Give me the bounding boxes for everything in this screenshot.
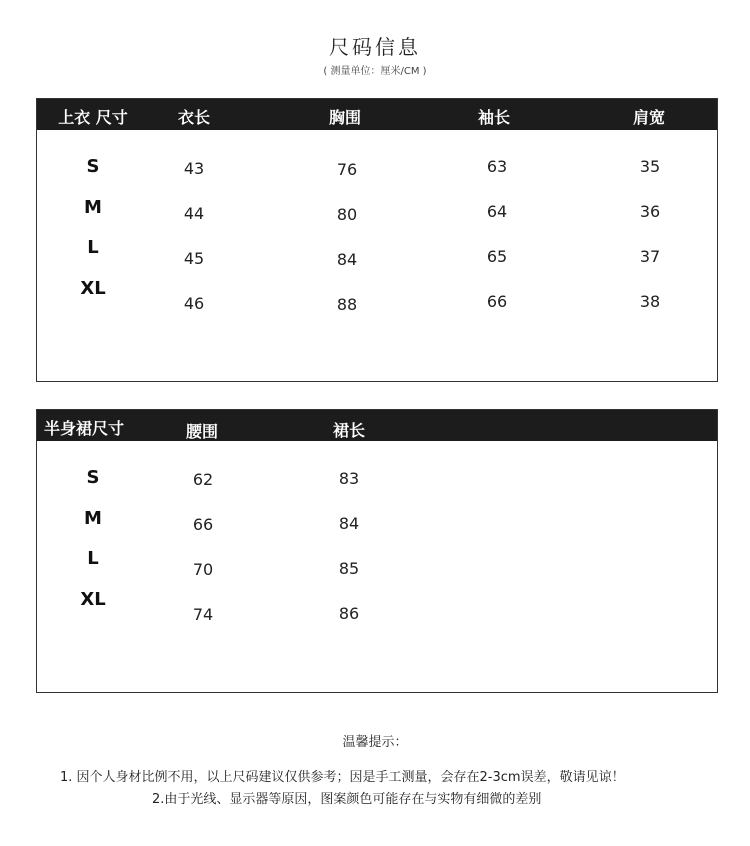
bust-value: 88 [336, 295, 358, 314]
header-top-size: 上衣 尺寸 [58, 108, 128, 127]
waist-value: 70 [192, 560, 214, 579]
sleeve-value: 66 [486, 292, 508, 311]
skirt-length-value: 84 [338, 514, 360, 533]
length-value: 46 [183, 294, 205, 313]
length-value: 43 [183, 159, 205, 178]
shoulder-value: 35 [639, 157, 661, 176]
skirt-table-header [37, 410, 717, 441]
top-size-table [36, 98, 718, 382]
skirt-size-table [36, 409, 718, 693]
sleeve-value: 63 [486, 157, 508, 176]
top-table-header [37, 99, 717, 130]
length-value: 44 [183, 204, 205, 223]
skirt-length-value: 83 [338, 469, 360, 488]
sleeve-value: 64 [486, 202, 508, 221]
unit-subtitle: ( 测量单位：厘米/CM ) [323, 66, 427, 77]
header-sleeve: 袖长 [477, 108, 511, 127]
tips-title: 温馨提示： [342, 735, 408, 750]
size-label: L [87, 237, 99, 258]
bust-value: 76 [336, 160, 358, 179]
tip-line-1: 1. 因个人身材比例不用，以上尺码建议仅供参考；因是手工测量，会存在2-3cm误差，敬请见谅！ [60, 770, 625, 785]
header-skirt-size: 半身裙尺寸 [43, 419, 125, 438]
header-bust: 胸围 [328, 108, 362, 127]
size-label: M [84, 508, 102, 529]
skirt-length-value: 86 [338, 604, 360, 623]
shoulder-value: 38 [639, 292, 661, 311]
waist-value: 74 [192, 605, 214, 624]
size-label: S [86, 467, 100, 488]
size-label: M [84, 197, 102, 218]
header-waist: 腰围 [185, 422, 219, 441]
shoulder-value: 36 [639, 202, 661, 221]
size-label: XL [80, 589, 106, 610]
waist-value: 62 [192, 470, 214, 489]
shoulder-value: 37 [639, 247, 661, 266]
bust-value: 84 [336, 250, 358, 269]
page-title: 尺码信息 [329, 35, 421, 59]
header-length: 衣长 [177, 108, 211, 127]
skirt-length-value: 85 [338, 559, 360, 578]
size-label: S [86, 156, 100, 177]
bust-value: 80 [336, 205, 358, 224]
waist-value: 66 [192, 515, 214, 534]
header-skirt-length: 裙长 [332, 421, 366, 440]
size-label: L [87, 548, 99, 569]
length-value: 45 [183, 249, 205, 268]
sleeve-value: 65 [486, 247, 508, 266]
tip-line-2: 2.由于光线、显示器等原因，图案颜色可能存在与实物有细微的差别 [152, 792, 542, 807]
header-shoulder: 肩宽 [632, 108, 666, 127]
size-label: XL [80, 278, 106, 299]
